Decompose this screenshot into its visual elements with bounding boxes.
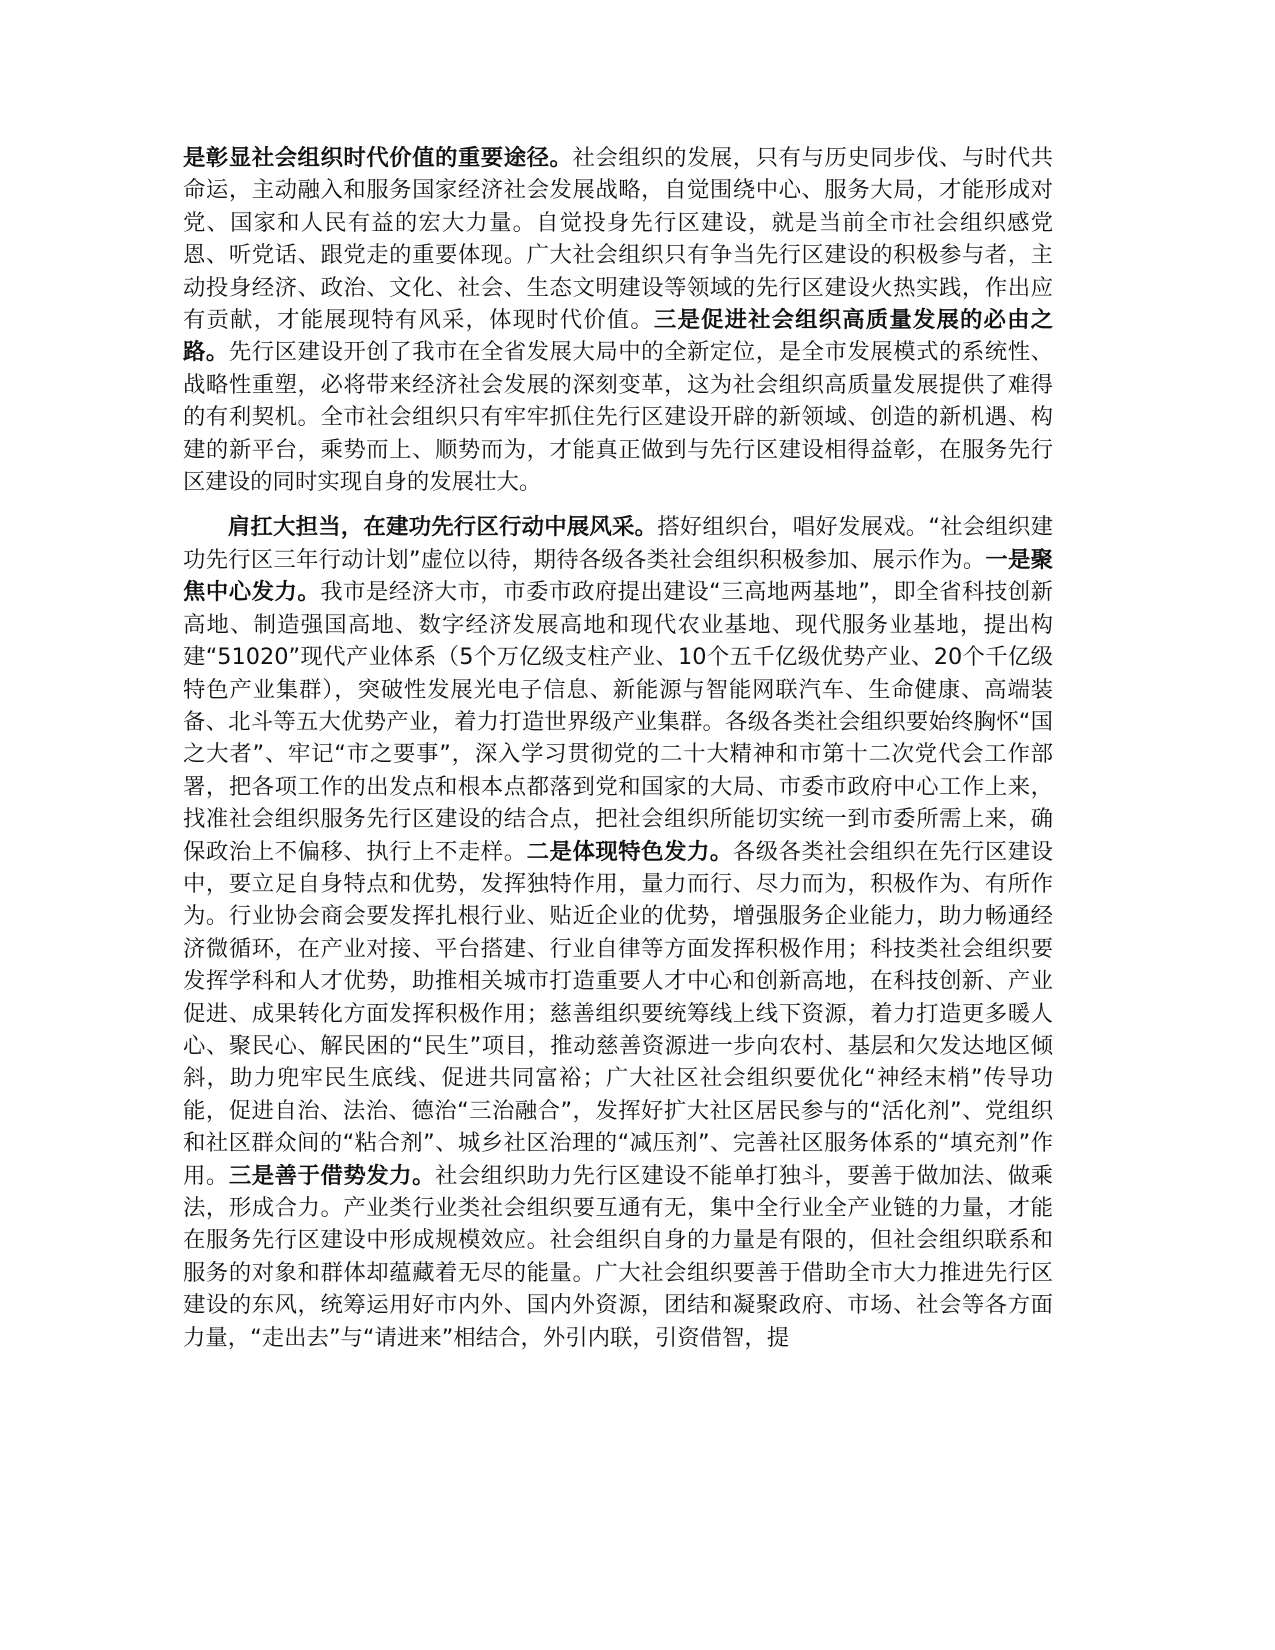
document-page: [183, 142, 1053, 1354]
body-text-run: 社会组织助力先行区建设不能单打独斗，要善于做加法、做乘法，形成合力。产业类行业类社会组织要互通有无，集中全行业全产业链的力量，才能在服务先行区建设中形成规模效应。社会组织自身的力量是有限的，但社会组织联系和服务的对象和群体却蕴藏着无尽的能量。广大社会组织要善于借助全市大力推进先行区建设的东风，统筹运用好市内外、国内外资源，团结和凝聚政府、市场、社会等各方面力量，“走出去”与“请进来”相结合，外引内联，引资借智，提: [183, 1162, 1054, 1351]
bold-heading-run: 一是聚焦中心发力。: [183, 546, 1053, 606]
body-text-run: 我市是经济大市，市委市政府提出建设“三高地两基地”，即全省科技创新高地、制造强国高地、数字经济发展高地和现代农业基地、现代服务业基地，提出构建“51020”现代产业体系（5个万亿级支柱产业、10个五千亿级优势产业、20个千亿级特色产业集群），突破性发展光电子信息、新能源与智能网联汽车、生命健康、高端装备、北斗等五大优势产业，着力打造世界级产业集群。各级各类社会组织要始终胸怀“国之大者”、牢记“市之要事”，深入学习贯彻党的二十大精神和市第十二次党代会工作部署，把各项工作的出发点和根本点都落到党和国家的大局、市委市政府中心工作上来，找准社会组织服务先行区建设的结合点，把社会组织所能切实统一到市委所需上来，确保政治上不偏移、执行上不走样。: [183, 579, 1054, 865]
body-text-run: 社会组织的发展，只有与历史同步伐、与时代共命运，主动融入和服务国家经济社会发展战略，自觉围绕中心、服务大局，才能形成对党、国家和人民有益的宏大力量。自觉投身先行区建设，就是当前全市社会组织感党恩、听党话、跟党走的重要体现。广大社会组织只有争当先行区建设的积极参与者，主动投身经济、政治、文化、社会、生态文明建设等领域的先行区建设火热实践，作出应有贡献，才能展现特有风采，体现时代价值。: [183, 145, 1054, 334]
bold-heading-run: 二是体现特色发力。: [526, 838, 733, 865]
bold-heading-run: 是彰显社会组织时代价值的重要途径。: [183, 145, 573, 171]
body-text-run: 各级各类社会组织在先行区建设中，要立足自身特点和优势，发挥独特作用，量力而行、尽力而为，积极作为、有所作为。行业协会商会要发挥扎根行业、贴近企业的优势，增强服务企业能力，助力畅通经济微循环，在产业对接、平台搭建、行业自律等方面发挥积极作用；科技类社会组织要发挥学科和人才优势，助推相关城市打造重要人才中心和创新高地，在科技创新、产业促进、成果转化方面发挥积极作用；慈善组织要统筹线上线下资源，着力打造更多暖人心、聚民心、解民困的“民生”项目，推动慈善资源进一步向农村、基层和欠发达地区倾斜，助力兜牢民生底线、促进共同富裕；广大社区社会组织要优化“神经末梢”传导功能，促进自治、法治、德治“三治融合”，发挥好扩大社区居民参与的“活化剂”、党组织和社区群众间的“粘合剂”、城乡社区治理的“减压剂”、完善社区服务体系的“填充剂”作用。: [183, 838, 1054, 1189]
bold-heading-run: 三是促进社会组织高质量发展的必由之路。: [183, 307, 1054, 366]
body-text-run: 搭好组织台，唱好发展戏。“社会组织建功先行区三年行动计划”虚位以待，期待各级各类社会组织积极参加、展示作为。: [183, 514, 1053, 573]
bold-heading-run: 三是善于借势发力。: [228, 1162, 436, 1189]
body-text-run: 先行区建设开创了我市在全省发展大局中的全新定位，是全市发展模式的系统性、战略性重塑，必将带来经济社会发展的深刻变革，这为社会组织高质量发展提供了难得的有利契机。全市社会组织只有牢牢抓住先行区建设开辟的新领域、创造的新机遇、构建的新平台，乘势而上、顺势而为，才能真正做到与先行区建设相得益彰，在服务先行区建设的同时实现自身的发展壮大。: [183, 339, 1054, 496]
bold-heading-run: 肩扛大担当，在建功先行区行动中展风采。: [227, 514, 658, 541]
paragraph-1: [183, 142, 1053, 498]
paragraph-2: [183, 511, 1053, 1354]
